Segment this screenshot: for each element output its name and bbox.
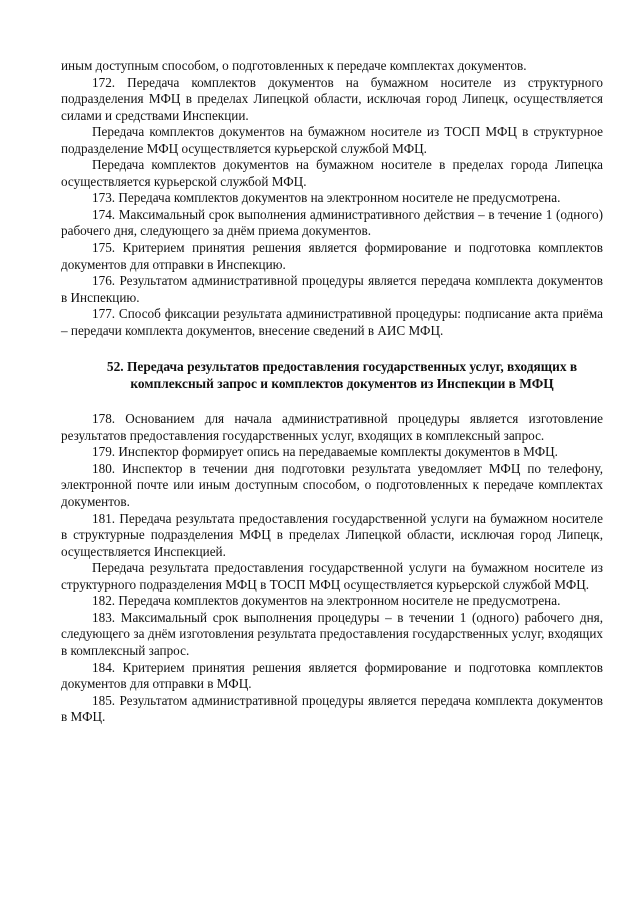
section-heading-52: 52. Передача результатов предоставления государственных услуг, входящих в комплексный запрос и комплектов документов из Инспекции в МФЦ bbox=[106, 359, 578, 392]
paragraph-175: 175. Критерием принятия решения является формирование и подготовка комплектов документов для отправки в Инспекцию. bbox=[61, 240, 603, 272]
paragraph-172: 172. Передача комплектов документов на бумажном носителе из структурного подразделения МФЦ в пределах Липецкой области, исключая город Липецк, осуществляется силами и средствами Инспекции. bbox=[61, 74, 603, 123]
paragraph-172-tosp: Передача комплектов документов на бумажном носителе из ТОСП МФЦ в структурное подразделение МФЦ осуществляется курьерской службой МФЦ. bbox=[61, 124, 603, 156]
paragraph-184: 184. Критерием принятия решения является формирование и подготовка комплектов документов для отправки в МФЦ. bbox=[61, 659, 603, 692]
paragraph-172-lipetsk: Передача комплектов документов на бумажном носителе в пределах города Липецка осуществляется курьерской службой МФЦ. bbox=[61, 157, 603, 189]
paragraph-173: 173. Передача комплектов документов на электронном носителе не предусмотрена. bbox=[92, 190, 561, 206]
paragraph-174: 174. Максимальный срок выполнения административного действия – в течение 1 (одного) рабочего дня, следующего за днём приема документов. bbox=[61, 206, 603, 239]
paragraph-178: 178. Основанием для начала административной процедуры является изготовление результатов предоставления государственных услуг, входящих в комплексный запрос. bbox=[61, 411, 603, 443]
paragraph-185: 185. Результатом административной процедуры является передача комплекта документов в МФЦ. bbox=[61, 692, 603, 725]
paragraph-continuation: иным доступным способом, о подготовленных к передаче комплектах документов. bbox=[61, 58, 527, 73]
paragraph-179: 179. Инспектор формирует опись на передаваемые комплекты документов в МФЦ. bbox=[92, 444, 558, 460]
paragraph-176: 176. Результатом административной процедуры является передача комплекта документов в Инспекцию. bbox=[61, 273, 603, 305]
paragraph-183: 183. Максимальный срок выполнения процедуры – в течении 1 (одного) рабочего дня, следующего за днём изготовления результата предоставления государственных услуг, входящих в комплексный запрос. bbox=[61, 609, 603, 658]
document-page bbox=[61, 58, 603, 726]
paragraph-177: 177. Способ фиксации результата административной процедуры: подписание акта приёма – передачи комплекта документов, внесение сведений в АИС МФЦ. bbox=[61, 306, 603, 338]
paragraph-181-tosp: Передача результата предоставления государственной услуги на бумажном носителе из структурного подразделения МФЦ в ТОСП МФЦ осуществляется курьерской службой МФЦ. bbox=[61, 560, 603, 592]
paragraph-181: 181. Передача результата предоставления государственной услуги на бумажном носителе в структурные подразделения МФЦ в пределах Липецкой области, исключая город Липецк, осуществляется Инспекцией. bbox=[61, 510, 603, 559]
paragraph-182: 182. Передача комплектов документов на электронном носителе не предусмотрена. bbox=[92, 593, 561, 609]
paragraph-180: 180. Инспектор в течении дня подготовки результата уведомляет МФЦ по телефону, электронной почте или иным доступным способом, о подготовленных к передаче комплектах документов. bbox=[61, 460, 603, 510]
